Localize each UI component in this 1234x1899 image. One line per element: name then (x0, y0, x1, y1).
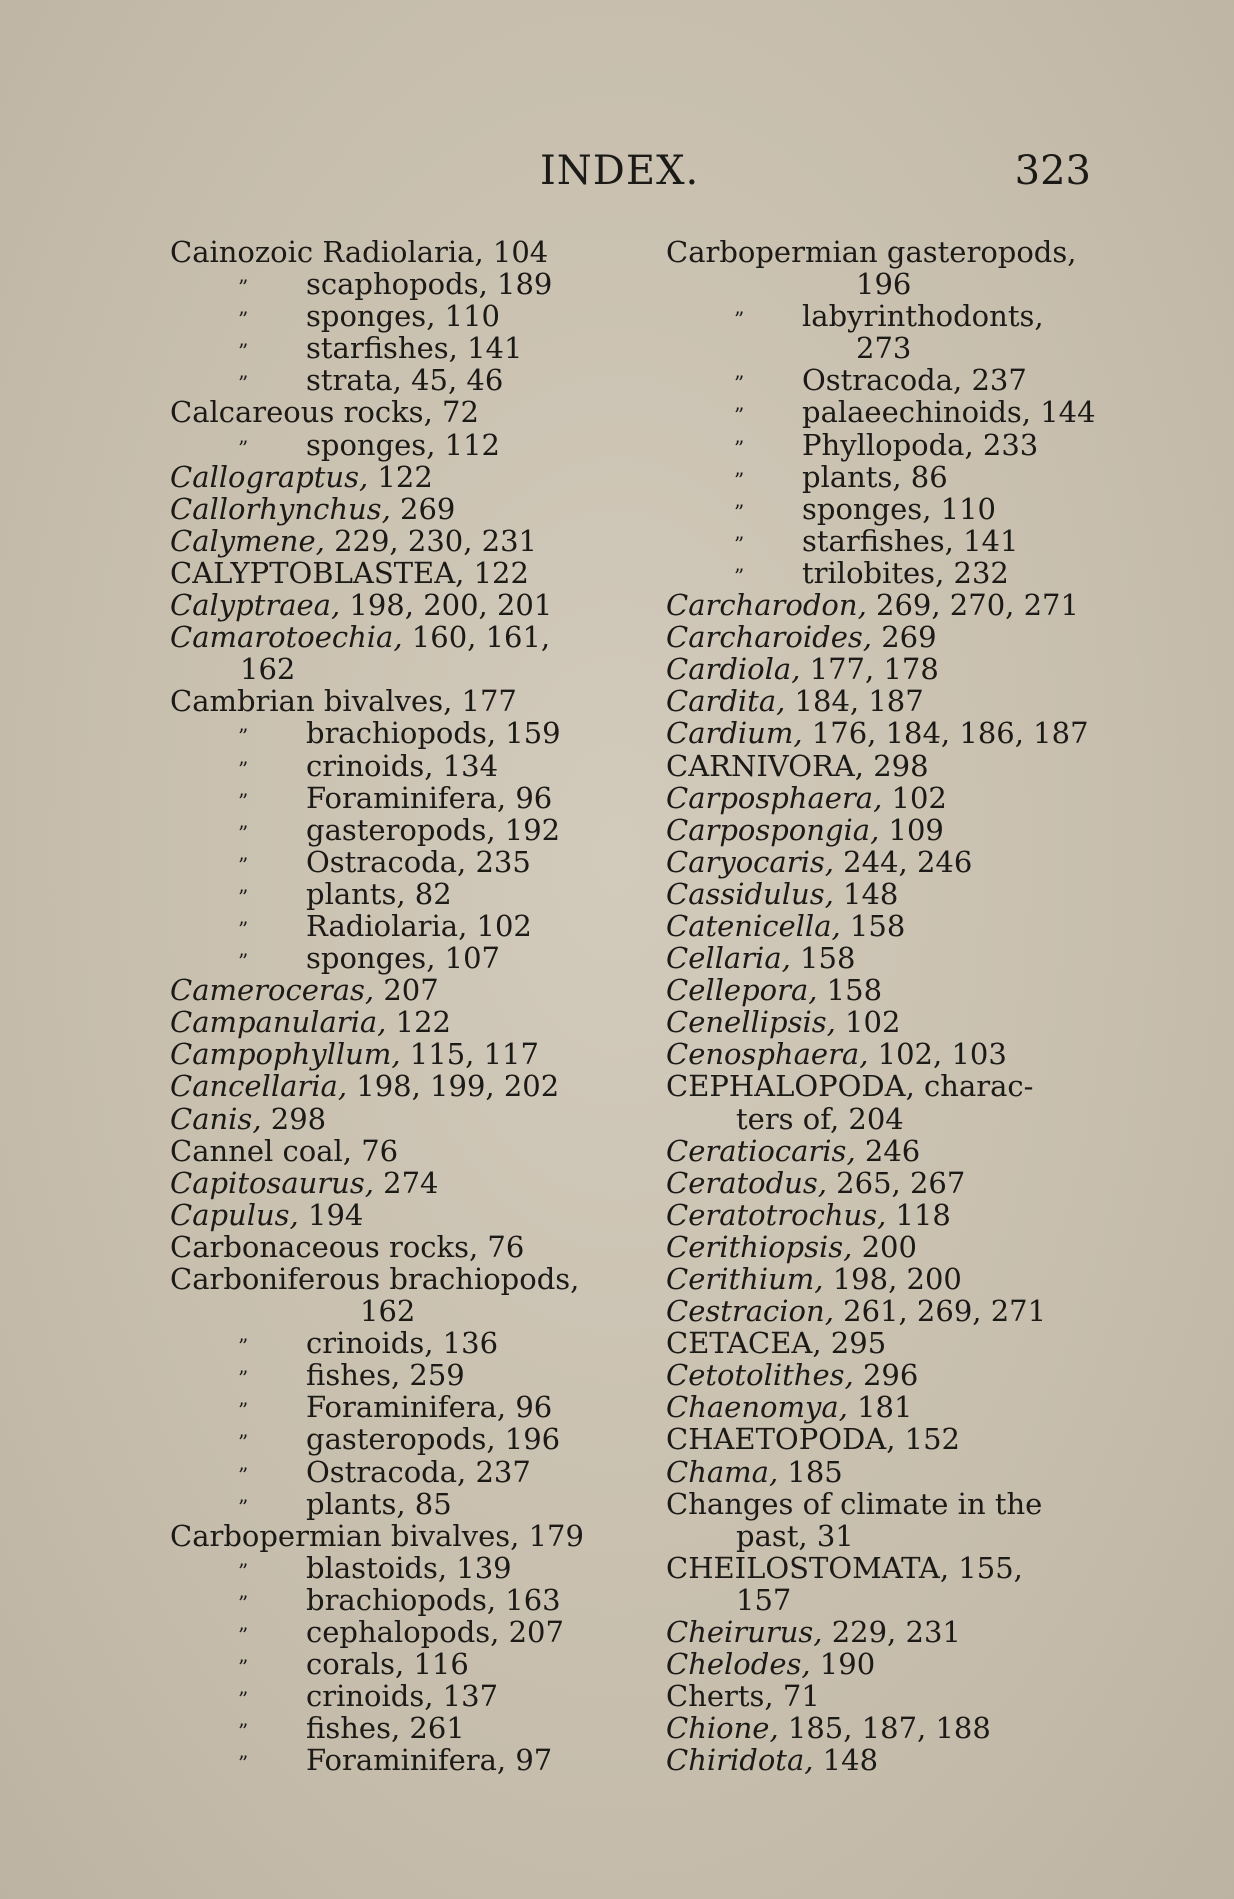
page-title: INDEX. (540, 148, 700, 194)
entry-term: Campanularia, (170, 1005, 387, 1040)
sub-entry: plants, 82 (306, 876, 452, 911)
index-entry (170, 1199, 620, 1231)
entry-pages: 148 (833, 876, 899, 911)
entry-term: Cellepora, (666, 973, 818, 1008)
index-entry (170, 1038, 620, 1070)
index-entry (170, 525, 620, 557)
sub-entry: plants, 85 (306, 1486, 452, 1521)
ditto-mark: ” (238, 1719, 249, 1744)
sub-entry: cephalopods, 207 (306, 1615, 564, 1650)
entry-heading: CARNIVORA, 298 (666, 748, 929, 783)
entry-pages: 207 (374, 973, 439, 1008)
entry-continuation: 162 (240, 652, 296, 687)
sub-entry: sponges, 110 (306, 299, 500, 334)
index-entry (170, 814, 620, 846)
index-entry (170, 1070, 620, 1102)
sub-entry: crinoids, 137 (306, 1679, 499, 1714)
index-entry (170, 910, 620, 942)
index-entry (170, 846, 620, 878)
entry-term: Ceratotrochus, (666, 1197, 887, 1232)
entry-term: Cancellaria, (170, 1069, 348, 1104)
entry-term: Cenellipsis, (666, 1005, 836, 1040)
entry-term: Cardita, (666, 684, 786, 719)
index-entry (666, 717, 1116, 749)
index-entry (170, 1616, 620, 1648)
entry-continuation: 157 (736, 1582, 792, 1617)
entry-term: Cestracion, (666, 1294, 834, 1329)
entry-heading: Cainozoic Radiolaria, 104 (170, 235, 549, 269)
entry-pages: 269 (871, 620, 937, 655)
index-entry (170, 1552, 620, 1584)
index-entry (170, 1744, 620, 1776)
entry-term: Ceratodus, (666, 1165, 827, 1200)
entry-pages: 109 (879, 812, 944, 847)
ditto-mark: ” (734, 403, 745, 428)
index-entry (666, 1167, 1116, 1199)
entry-heading: CETACEA, 295 (666, 1326, 887, 1361)
sub-entry: Ostracoda, 235 (306, 844, 531, 879)
index-entry (666, 782, 1116, 814)
index-column-left (170, 236, 620, 1777)
sub-entry: Radiolaria, 102 (306, 908, 532, 943)
entry-pages: 198, 200, 201 (340, 588, 553, 623)
entry-heading: Changes of climate in the (666, 1486, 1043, 1521)
index-entry (666, 1231, 1116, 1263)
index-entry (170, 461, 620, 493)
entry-pages: 185, 187, 188 (778, 1711, 991, 1746)
entry-pages: 158 (840, 908, 906, 943)
entry-pages: 122 (386, 1005, 451, 1040)
index-entry (666, 1584, 1116, 1616)
index-entry (666, 1680, 1116, 1712)
index-entry (666, 1423, 1116, 1455)
entry-heading: CHAETOPODA, 152 (666, 1422, 960, 1457)
index-entry (170, 1648, 620, 1680)
ditto-mark: ” (238, 884, 249, 909)
index-entry (666, 1263, 1116, 1295)
entry-pages: 181 (847, 1390, 913, 1425)
entry-heading: CALYPTOBLASTEA, 122 (170, 555, 529, 590)
entry-pages: 177, 178 (800, 652, 939, 687)
entry-pages: 148 (813, 1743, 879, 1778)
index-entry (170, 1006, 620, 1038)
entry-term: Chama, (666, 1454, 779, 1489)
ditto-mark: ” (238, 1398, 249, 1423)
entry-term: Carcharodon, (666, 588, 867, 623)
index-entry (666, 1520, 1116, 1552)
entry-term: Ceratiocaris, (666, 1133, 856, 1168)
index-entry (170, 589, 620, 621)
index-entry (666, 364, 1116, 396)
ditto-mark: ” (238, 307, 249, 332)
sub-entry: brachiopods, 159 (306, 716, 561, 751)
index-entry (666, 461, 1116, 493)
ditto-mark: ” (238, 435, 249, 460)
entry-heading: Cambrian bivalves, 177 (170, 684, 517, 719)
index-entry (666, 1006, 1116, 1038)
entry-continuation: ters of, 204 (736, 1101, 904, 1136)
index-entry (170, 332, 620, 364)
entry-pages: 102 (835, 1005, 901, 1040)
ditto-mark: ” (238, 916, 249, 941)
index-entry (666, 878, 1116, 910)
entry-term: Carposphaera, (666, 780, 883, 815)
entry-heading: Cannel coal, 76 (170, 1133, 399, 1168)
entry-pages: 118 (886, 1197, 951, 1232)
index-entry (666, 493, 1116, 525)
entry-term: Cardium, (666, 716, 803, 751)
entry-term: Cassidulus, (666, 876, 834, 911)
sub-entry: sponges, 112 (306, 427, 500, 462)
sub-entry: gasteropods, 192 (306, 812, 561, 847)
ditto-mark: ” (238, 1558, 249, 1583)
index-entry (666, 1135, 1116, 1167)
index-entry (170, 493, 620, 525)
index-entry (170, 717, 620, 749)
ditto-mark: ” (238, 1623, 249, 1648)
sub-entry: blastoids, 139 (306, 1550, 512, 1585)
index-entry (170, 685, 620, 717)
entry-pages: 194 (298, 1197, 364, 1232)
ditto-mark: ” (238, 724, 249, 749)
index-entry (666, 1391, 1116, 1423)
index-entry (666, 910, 1116, 942)
index-entry (666, 621, 1116, 653)
entry-pages: 244, 246 (833, 844, 973, 879)
entry-term: Camarotoechia, (170, 620, 403, 655)
entry-pages: 190 (810, 1647, 876, 1682)
index-entry (666, 1327, 1116, 1359)
sub-entry: Ostracoda, 237 (802, 363, 1027, 398)
index-column-right (666, 236, 1116, 1777)
index-entry (666, 1038, 1116, 1070)
index-entry (666, 557, 1116, 589)
entry-pages: 160, 161, (402, 620, 551, 655)
ditto-mark: ” (238, 1366, 249, 1391)
ditto-mark: ” (734, 563, 745, 588)
sub-entry: brachiopods, 163 (306, 1582, 561, 1617)
index-entry (170, 1456, 620, 1488)
sub-entry: Foraminifera, 96 (306, 780, 553, 815)
entry-pages: 298 (261, 1101, 327, 1136)
entry-pages: 229, 230, 231 (324, 523, 538, 558)
entry-term: Chiridota, (666, 1743, 814, 1778)
index-entry (666, 1712, 1116, 1744)
ditto-mark: ” (238, 1430, 249, 1455)
entry-pages: 261, 269, 271 (833, 1294, 1047, 1329)
index-entry (170, 782, 620, 814)
entry-pages: 185 (778, 1454, 843, 1489)
entry-pages: 269 (390, 491, 456, 526)
entry-heading: Carbonaceous rocks, 76 (170, 1229, 525, 1264)
entry-pages: 198, 200 (823, 1262, 962, 1296)
entry-heading: CEPHALOPODA, charac- (666, 1069, 1034, 1104)
sub-entry: Ostracoda, 237 (306, 1454, 531, 1489)
index-entry (170, 1103, 620, 1135)
entry-continuation: 162 (360, 1294, 416, 1329)
ditto-mark: ” (238, 1494, 249, 1519)
entry-continuation: past, 31 (736, 1518, 854, 1553)
index-entry (170, 396, 620, 428)
index-entry (170, 974, 620, 1006)
index-entry (170, 236, 620, 268)
index-entry (666, 268, 1116, 300)
ditto-mark: ” (238, 339, 249, 364)
entry-pages: 176, 184, 186, 187 (802, 716, 1089, 751)
sub-entry: strata, 45, 46 (306, 363, 504, 398)
index-entry (666, 236, 1116, 268)
index-entry (666, 1070, 1116, 1102)
index-entry (170, 1263, 620, 1295)
entry-term: Campophyllum, (170, 1037, 401, 1072)
entry-pages: 265, 267 (826, 1165, 966, 1200)
ditto-mark: ” (238, 788, 249, 813)
sub-entry: sponges, 107 (306, 941, 500, 976)
sub-entry: starfishes, 141 (802, 523, 1019, 558)
ditto-mark: ” (238, 1655, 249, 1680)
ditto-mark: ” (734, 467, 745, 492)
entry-term: Cenosphaera, (666, 1037, 869, 1072)
entry-term: Calymene, (170, 523, 325, 558)
index-entry (170, 1680, 620, 1712)
entry-term: Capulus, (170, 1197, 299, 1232)
index-entry (666, 1648, 1116, 1680)
entry-pages: 115, 117 (400, 1037, 539, 1072)
entry-term: Cardiola, (666, 652, 801, 687)
entry-heading: Carbopermian bivalves, 179 (170, 1518, 584, 1553)
entry-term: Chione, (666, 1711, 779, 1746)
entry-term: Calyptraea, (170, 588, 341, 623)
entry-term: Carpospongia, (666, 812, 880, 847)
entry-pages: 122 (368, 459, 433, 494)
index-entry (170, 557, 620, 589)
ditto-mark: ” (238, 1687, 249, 1712)
index-entry (170, 1359, 620, 1391)
sub-entry: starfishes, 141 (306, 331, 523, 366)
sub-entry: scaphopods, 189 (306, 267, 553, 302)
entry-pages: 246 (855, 1133, 921, 1168)
index-entry (666, 525, 1116, 557)
sub-entry: gasteropods, 196 (306, 1422, 561, 1457)
index-entry (666, 974, 1116, 1006)
index-entry (666, 1359, 1116, 1391)
ditto-mark: ” (238, 1590, 249, 1615)
index-entry (666, 300, 1116, 332)
ditto-mark: ” (238, 820, 249, 845)
entry-term: Capitosaurus, (170, 1165, 374, 1200)
entry-term: Cheirurus, (666, 1615, 823, 1650)
ditto-mark: ” (238, 1751, 249, 1776)
index-entry (170, 268, 620, 300)
entry-pages: 158 (790, 941, 856, 976)
index-entry (666, 1103, 1116, 1135)
sub-entry: sponges, 110 (802, 491, 996, 526)
index-entry (666, 332, 1116, 364)
ditto-mark: ” (734, 435, 745, 460)
ditto-mark: ” (238, 1462, 249, 1487)
index-entry (170, 1488, 620, 1520)
entry-pages: 102 (882, 780, 947, 815)
index-entry (666, 942, 1116, 974)
ditto-mark: ” (238, 852, 249, 877)
entry-term: Canis, (170, 1101, 262, 1136)
index-entry (170, 1423, 620, 1455)
index-entry (666, 814, 1116, 846)
entry-pages: 229, 231 (822, 1615, 961, 1650)
ditto-mark: ” (238, 275, 249, 300)
sub-entry: corals, 116 (306, 1647, 469, 1682)
entry-heading: Carbopermian gasteropods, (666, 235, 1077, 269)
entry-continuation: 196 (856, 267, 912, 302)
index-entry (170, 942, 620, 974)
index-entry (666, 1488, 1116, 1520)
ditto-mark: ” (734, 531, 745, 556)
entry-term: Cerithium, (666, 1262, 824, 1296)
sub-entry: trilobites, 232 (802, 555, 1009, 590)
sub-entry: Foraminifera, 97 (306, 1743, 553, 1778)
entry-term: Cetotolithes, (666, 1358, 854, 1393)
ditto-mark: ” (238, 1334, 249, 1359)
index-entry (170, 1231, 620, 1263)
index-entry (666, 396, 1116, 428)
entry-pages: 198, 199, 202 (347, 1069, 560, 1104)
entry-term: Callograptus, (170, 459, 369, 494)
entry-term: Carcharoides, (666, 620, 872, 655)
sub-entry: Phyllopoda, 233 (802, 427, 1039, 462)
entry-term: Cellaria, (666, 941, 791, 976)
index-entry (170, 1391, 620, 1423)
index-entry (666, 429, 1116, 461)
sub-entry: crinoids, 134 (306, 748, 499, 783)
ditto-mark: ” (734, 371, 745, 396)
sub-entry: palaeechinoids, 144 (802, 395, 1096, 430)
index-entry (666, 1744, 1116, 1776)
sub-entry: fishes, 259 (306, 1358, 465, 1393)
entry-heading: CHEILOSTOMATA, 155, (666, 1550, 1023, 1585)
index-entry (666, 1552, 1116, 1584)
entry-pages: 158 (817, 973, 883, 1008)
index-entry (170, 1520, 620, 1552)
index-entry (170, 653, 620, 685)
index-entry (170, 1167, 620, 1199)
entry-pages: 296 (853, 1358, 919, 1393)
entry-term: Cerithiopsis, (666, 1229, 853, 1264)
ditto-mark: ” (238, 949, 249, 974)
entry-term: Callorhynchus, (170, 491, 391, 526)
entry-term: Catenicella, (666, 908, 841, 943)
index-entry (170, 750, 620, 782)
entry-pages: 102, 103 (868, 1037, 1007, 1072)
entry-heading: Calcareous rocks, 72 (170, 395, 479, 430)
ditto-mark: ” (238, 756, 249, 781)
entry-term: Chaenomya, (666, 1390, 848, 1425)
ditto-mark: ” (734, 499, 745, 524)
entry-continuation: 273 (856, 331, 912, 366)
sub-entry: crinoids, 136 (306, 1326, 499, 1361)
index-entry (170, 1584, 620, 1616)
index-entry (170, 1295, 620, 1327)
index-entry (666, 589, 1116, 621)
index-entry (666, 1456, 1116, 1488)
ditto-mark: ” (734, 307, 745, 332)
index-entry (666, 750, 1116, 782)
index-entry (666, 1616, 1116, 1648)
index-entry (666, 846, 1116, 878)
entry-term: Chelodes, (666, 1647, 811, 1682)
index-entry (666, 1295, 1116, 1327)
index-entry (170, 621, 620, 653)
index-entry (170, 1327, 620, 1359)
entry-pages: 274 (373, 1165, 439, 1200)
index-entry (666, 685, 1116, 717)
ditto-mark: ” (238, 371, 249, 396)
page-number: 323 (1014, 148, 1091, 194)
index-entry (666, 1199, 1116, 1231)
index-entry (170, 429, 620, 461)
index-entry (170, 1712, 620, 1744)
index-entry (666, 653, 1116, 685)
sub-entry: Foraminifera, 96 (306, 1390, 553, 1425)
page-header (0, 148, 1234, 196)
sub-entry: plants, 86 (802, 459, 948, 494)
entry-heading: Cherts, 71 (666, 1679, 820, 1714)
index-entry (170, 300, 620, 332)
sub-entry: fishes, 261 (306, 1711, 465, 1746)
entry-pages: 184, 187 (785, 684, 924, 719)
index-entry (170, 1135, 620, 1167)
index-entry (170, 878, 620, 910)
entry-pages: 269, 270, 271 (866, 588, 1079, 623)
entry-term: Caryocaris, (666, 844, 834, 879)
sub-entry: labyrinthodonts, (802, 299, 1044, 334)
entry-term: Cameroceras, (170, 973, 375, 1008)
entry-heading: Carboniferous brachiopods, (170, 1262, 580, 1296)
entry-pages: 200 (852, 1229, 917, 1264)
index-entry (170, 364, 620, 396)
